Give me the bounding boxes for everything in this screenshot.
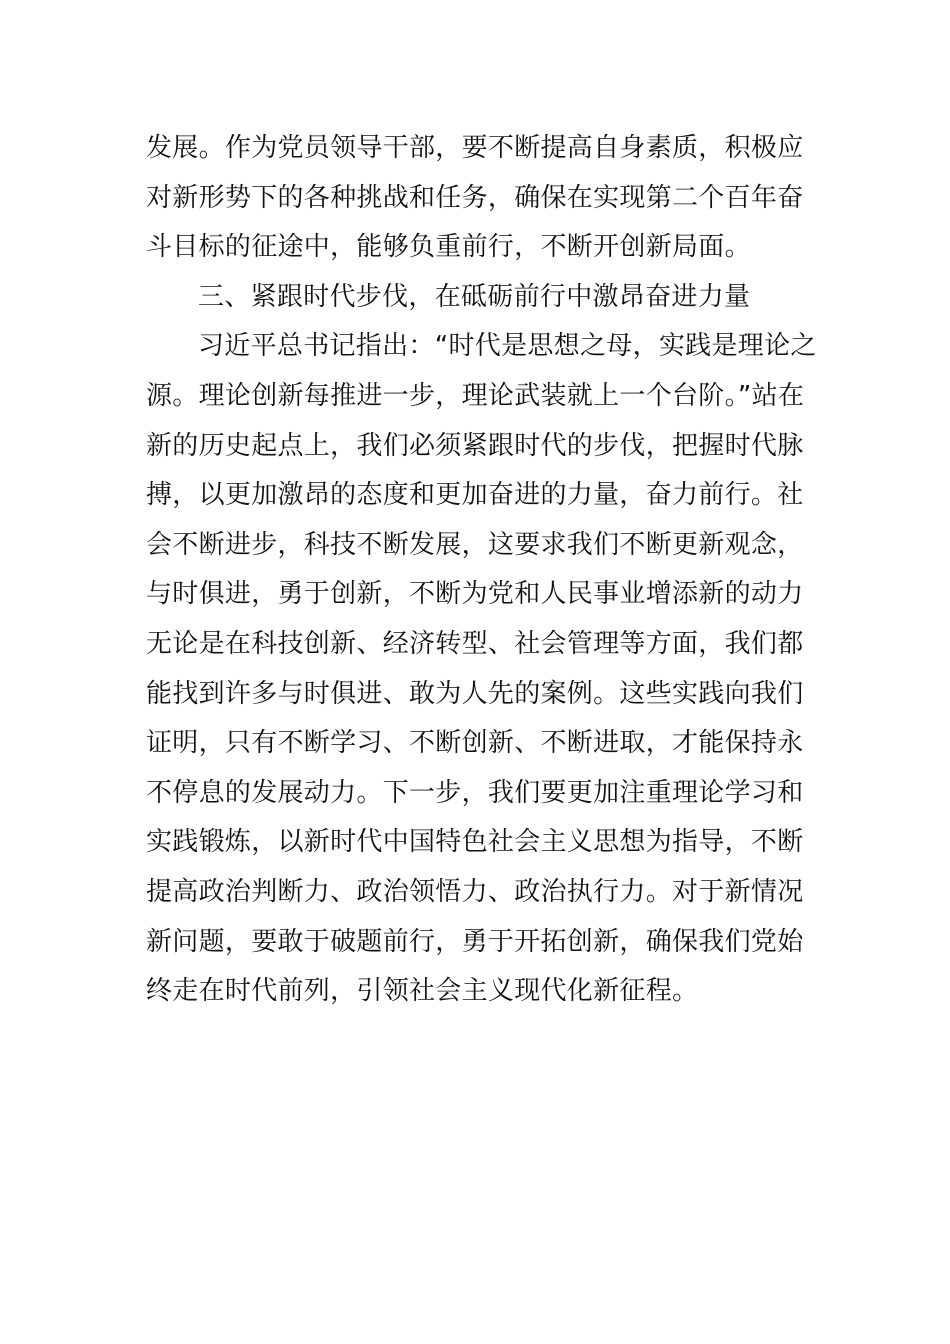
text-line: 不停息的发展动力。下一步，我们要更加注重理论学习和 bbox=[146, 777, 804, 808]
text-line: 习近平总书记指出：“时代是思想之母，实践是理论之 bbox=[198, 331, 817, 362]
text-line: 发展。作为党员领导干部，要不断提高自身素质，积极应 bbox=[146, 133, 804, 163]
text-line: 源。理论创新每推进一步，理论武装就上一个台阶。”站在 bbox=[146, 380, 805, 411]
text-line: 证明，只有不断学习、不断创新、不断进取，才能保持永 bbox=[146, 728, 804, 759]
text-line: 终走在时代前列，引领社会主义现代化新征程。 bbox=[146, 976, 699, 1007]
text-line: 会不断进步，科技不断发展，这要求我们不断更新观念， bbox=[146, 529, 804, 560]
text-line: 新的历史起点上，我们必须紧跟时代的步伐，把握时代脉 bbox=[146, 430, 804, 461]
text-line: 对新形势下的各种挑战和任务，确保在实现第二个百年奋 bbox=[146, 182, 804, 213]
text-line: 无论是在科技创新、经济转型、社会管理等方面，我们都 bbox=[146, 628, 804, 659]
text-line: 提高政治判断力、政治领悟力、政治执行力。对于新情况 bbox=[146, 876, 804, 907]
section-heading: 三、紧跟时代步伐，在砥砺前行中激昂奋进力量 bbox=[198, 281, 751, 312]
text-line: 新问题，要敢于破题前行，勇于开拓创新，确保我们党始 bbox=[146, 926, 804, 957]
text-line: 与时俱进，勇于创新，不断为党和人民事业增添新的动力 bbox=[146, 579, 804, 610]
body-text bbox=[146, 124, 817, 1017]
text-line: 能找到许多与时俱进、敢为人先的案例。这些实践向我们 bbox=[146, 678, 804, 709]
text-line: 搏，以更加激昂的态度和更加奋进的力量，奋力前行。社 bbox=[146, 480, 804, 511]
text-line: 斗目标的征途中，能够负重前行，不断开创新局面。 bbox=[146, 232, 751, 263]
text-line: 实践锻炼，以新时代中国特色社会主义思想为指导，不断 bbox=[146, 827, 804, 858]
